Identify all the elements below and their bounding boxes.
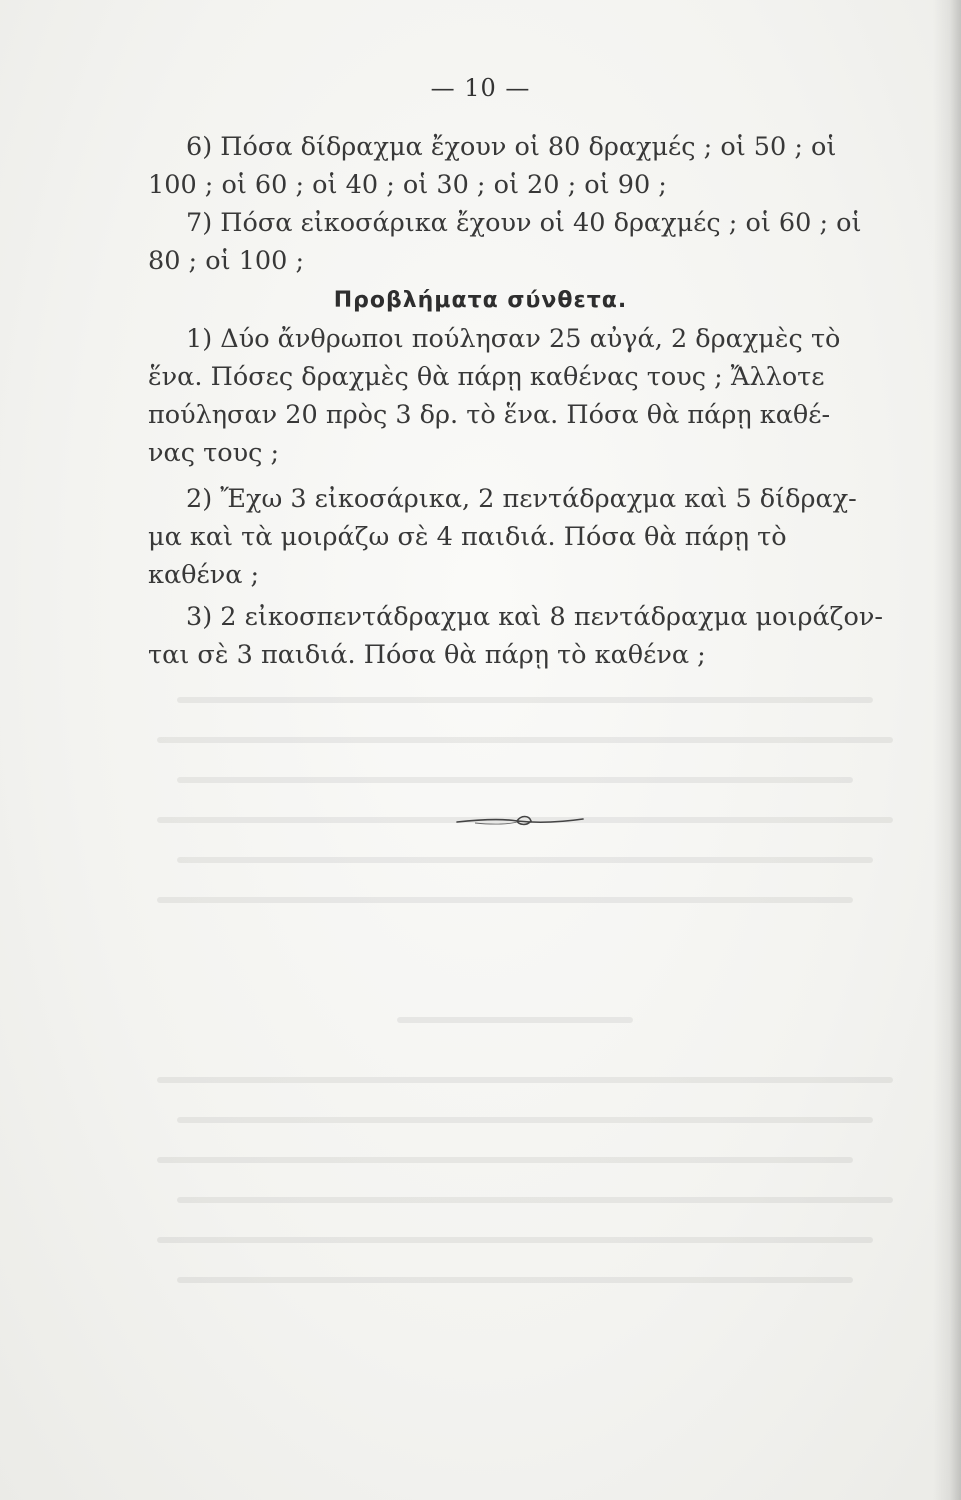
exercise-7 [148, 204, 893, 280]
problem-1-line-3: πούλησαν 20 πρὸς 3 δρ. τὸ ἕνα. Πόσα θὰ πάρῃ καθέ- [148, 400, 831, 430]
problem-3-line-1: 3) 2 εἰκοσπεντάδραχμα καὶ 8 πεντάδραχμα μοιράζον- [186, 602, 883, 632]
divider-flourish-icon [455, 810, 585, 832]
exercise-6-line-2: 100 ; οἱ 60 ; οἱ 40 ; οἱ 30 ; οἱ 20 ; οἱ 90 ; [148, 170, 667, 200]
section-heading: Προβλήματα σύνθετα. [333, 288, 628, 313]
exercise-6 [148, 128, 893, 204]
problem-1-line-4: νας τους ; [148, 438, 280, 468]
problem-1 [148, 320, 893, 472]
problem-2-line-1: 2) Ἔχω 3 εἰκοσάρικα, 2 πεντάδραχμα καὶ 5 δίδραχ- [186, 484, 857, 514]
problem-2-line-2: μα καὶ τὰ μοιράζω σὲ 4 παιδιά. Πόσα θὰ πάρῃ τὸ [148, 522, 787, 552]
problem-3 [148, 598, 893, 674]
bleed-through-texture [150, 660, 910, 1380]
problem-1-line-1: 1) Δύο ἄνθρωποι πούλησαν 25 αὐγά, 2 δραχμὲς τὸ [186, 324, 841, 354]
problem-2-line-3: καθένα ; [148, 560, 260, 590]
exercise-6-line-1: 6) Πόσα δίδραχμα ἔχουν οἱ 80 δραχμές ; οἱ 50 ; οἱ [186, 132, 837, 162]
exercise-7-line-1: 7) Πόσα εἰκοσάρικα ἔχουν οἱ 40 δραχμές ; οἱ 60 ; οἱ [186, 208, 862, 238]
page-edge-shadow [933, 0, 961, 1500]
page-number: — 10 — [430, 74, 531, 102]
problem-2 [148, 480, 893, 594]
problem-3-line-2: ται σὲ 3 παιδιά. Πόσα θὰ πάρῃ τὸ καθένα ; [148, 640, 706, 670]
problem-1-line-2: ἕνα. Πόσες δραχμὲς θὰ πάρῃ καθένας τους ; Ἄλλοτε [148, 362, 825, 392]
exercise-7-line-2: 80 ; οἱ 100 ; [148, 246, 305, 276]
